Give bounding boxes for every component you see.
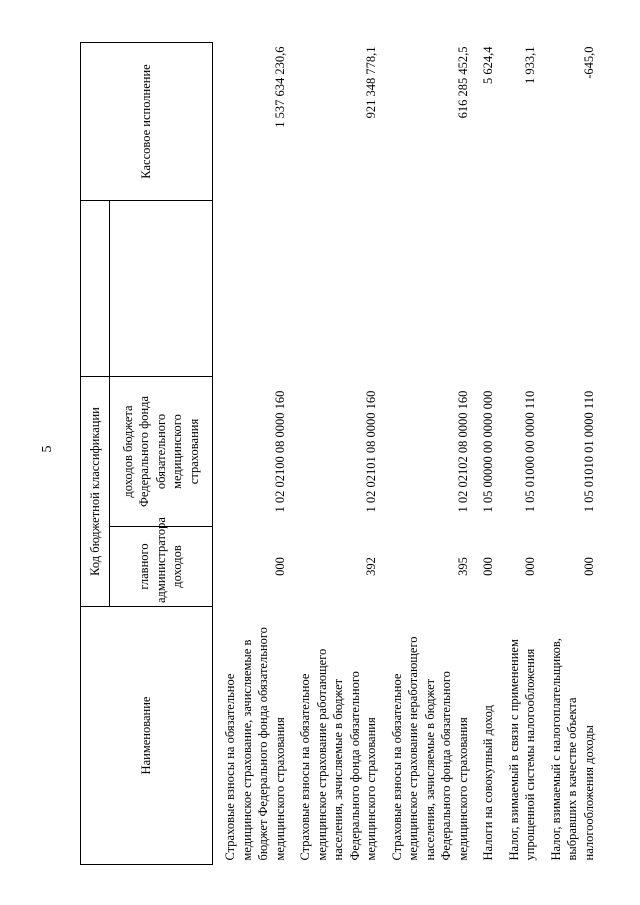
row-amount: 921 348 778,1 bbox=[364, 46, 378, 119]
header-chief-admin: главного администратора доходов bbox=[110, 527, 213, 607]
row-name: Налог, взимаемый с налогоплательщиков, выбравших в качестве объекта налогообложения доходы bbox=[548, 638, 596, 861]
header-name: Наименование bbox=[81, 607, 213, 865]
header-spacer bbox=[81, 201, 110, 377]
row-amount: 1 933,1 bbox=[523, 46, 537, 84]
table-row bbox=[539, 43, 598, 865]
table-row bbox=[471, 43, 497, 865]
page-number: 5 bbox=[40, 445, 55, 453]
row-admin-code: 000 bbox=[581, 557, 596, 576]
row-amount: 1 537 634 230,6 bbox=[272, 46, 287, 128]
row-admin-code: 000 bbox=[523, 557, 537, 576]
table-row bbox=[380, 43, 472, 865]
table-row bbox=[288, 43, 380, 865]
row-amount: 5 624,4 bbox=[481, 46, 495, 84]
row-budget-code: 1 05 01010 01 0000 110 bbox=[581, 390, 596, 513]
row-name: Налог, взимаемый в связи с применением упрощенной системы налогообложения bbox=[506, 639, 537, 861]
row-admin-code: 000 bbox=[481, 557, 495, 576]
row-amount: 616 285 452,5 bbox=[455, 46, 470, 119]
header-budget-code-group: Код бюджетной классификации bbox=[81, 377, 110, 607]
row-name: Страховые взносы на обязательное медицинское страхование, зачисляемые в бюджет Федерального фонда обязательного медицинского страхования bbox=[223, 627, 287, 861]
row-budget-code: 1 02 02101 08 0000 160 bbox=[364, 390, 378, 513]
row-name: Налоги на совокупный доход bbox=[481, 705, 495, 861]
header-spacer-lower bbox=[110, 201, 213, 377]
row-budget-code: 1 02 02102 08 0000 160 bbox=[455, 390, 470, 513]
table-row bbox=[497, 43, 539, 865]
table-row bbox=[213, 43, 289, 865]
header-cash-execution: Кассовое исполнение bbox=[81, 43, 213, 201]
revenue-table bbox=[80, 42, 597, 865]
header-revenue-code: доходов бюджета Федерального фонда обязательного медицинского страхования bbox=[110, 377, 213, 527]
row-budget-code: 1 05 01000 00 0000 110 bbox=[523, 390, 537, 513]
header-row bbox=[81, 43, 110, 865]
row-admin-code: 395 bbox=[455, 557, 470, 576]
row-admin-code: 392 bbox=[364, 557, 378, 576]
row-budget-code: 1 02 02100 08 0000 160 bbox=[272, 390, 287, 513]
row-amount: -645,0 bbox=[581, 46, 596, 79]
row-name: Страховые взносы на обязательное медицинское страхование работающего населения, зачисляемые в бюджет Федерального фонда обязательного медицинского страхования bbox=[298, 648, 378, 861]
row-admin-code: 000 bbox=[272, 557, 287, 576]
row-budget-code: 1 05 00000 00 0000 000 bbox=[481, 390, 495, 513]
row-name: Страховые взносы на обязательное медицинское страхование неработающего населения, зачисляемые в бюджет Федерального фонда обязательного медицинского страхования bbox=[389, 636, 470, 861]
